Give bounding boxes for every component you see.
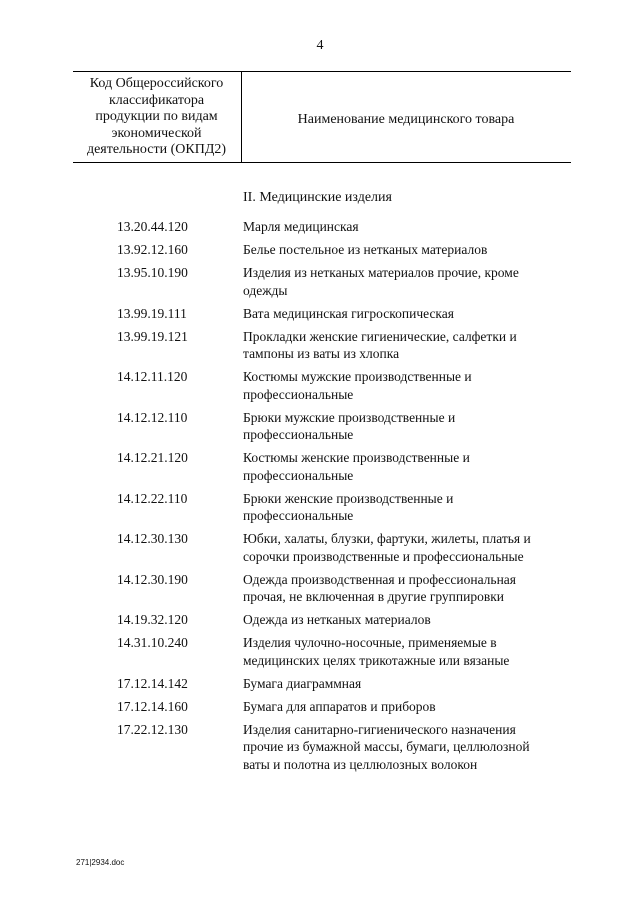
product-name: Бумага для аппаратов и приборов bbox=[243, 698, 436, 714]
table-row bbox=[0, 409, 640, 444]
okpd2-code: 13.99.19.111 bbox=[117, 305, 187, 321]
product-name: Брюки женские производственные и профессиональные bbox=[243, 490, 454, 523]
table-row bbox=[0, 698, 640, 716]
okpd2-code: 14.12.21.120 bbox=[117, 450, 188, 465]
okpd2-code: 17.22.12.130 bbox=[117, 721, 188, 737]
table-row bbox=[0, 241, 640, 259]
product-name: Брюки мужские производственные и профессиональные bbox=[243, 409, 456, 442]
table-header-bottom-border bbox=[73, 162, 571, 163]
okpd2-code: 17.12.14.160 bbox=[117, 698, 188, 714]
product-name: Одежда производственная и профессиональная прочая, не включенная в другие группировки bbox=[243, 571, 517, 604]
okpd2-code: 14.19.32.120 bbox=[117, 612, 188, 627]
product-name: Изделия санитарно-гигиенического назначения прочие из бумажной массы, бумаги, целлюлозной ваты и полотна из целлюлозных волокон bbox=[243, 721, 530, 772]
table-row bbox=[0, 634, 640, 669]
table-header-column-divider bbox=[241, 71, 242, 162]
okpd2-code: 13.20.44.120 bbox=[117, 219, 188, 234]
okpd2-code: 13.99.19.121 bbox=[117, 328, 188, 344]
product-name: Костюмы мужские производственные и профессиональные bbox=[243, 369, 472, 402]
table-row bbox=[0, 305, 640, 323]
document-footer-filename: 271|2934.doc bbox=[76, 858, 125, 867]
okpd2-code: 14.12.30.130 bbox=[117, 531, 188, 546]
product-name: Белье постельное из нетканых материалов bbox=[243, 242, 488, 257]
okpd2-code: 13.92.12.160 bbox=[117, 242, 188, 257]
table-row bbox=[0, 490, 640, 525]
table-row bbox=[0, 218, 640, 236]
column-header-product-name: Наименование медицинского товара bbox=[297, 112, 515, 127]
table-row bbox=[0, 530, 640, 565]
okpd2-code: 14.12.12.110 bbox=[117, 409, 188, 425]
okpd2-code: 14.31.10.240 bbox=[117, 635, 188, 650]
okpd2-code: 14.12.22.110 bbox=[117, 490, 188, 506]
product-name: Одежда из нетканых материалов bbox=[243, 612, 431, 627]
product-name: Костюмы женские производственные и профессиональные bbox=[243, 450, 470, 483]
product-name: Вата медицинская гигроскопическая bbox=[243, 305, 454, 321]
page-number: 4 bbox=[316, 38, 324, 53]
product-name: Марля медицинская bbox=[243, 219, 359, 234]
table-row bbox=[0, 449, 640, 484]
product-name: Юбки, халаты, блузки, фартуки, жилеты, платья и сорочки производственные и профессиональные bbox=[243, 531, 531, 564]
okpd2-code: 14.12.30.190 bbox=[117, 571, 188, 587]
okpd2-code: 14.12.11.120 bbox=[117, 369, 188, 384]
table-row bbox=[0, 571, 640, 606]
product-name: Изделия из нетканых материалов прочие, кроме одежды bbox=[243, 265, 519, 298]
product-name: Изделия чулочно-носочные, применяемые в медицинских целях трикотажные или вязаные bbox=[243, 635, 510, 668]
okpd2-code: 17.12.14.142 bbox=[117, 675, 188, 691]
column-header-okpd2-code: Код Общероссийского классификатора продукции по видам экономической деятельности (ОКПД2) bbox=[86, 76, 227, 157]
table-row bbox=[0, 264, 640, 299]
table-header-top-border bbox=[73, 71, 571, 72]
product-name: Бумага диаграммная bbox=[243, 675, 362, 691]
table-row bbox=[0, 675, 640, 693]
product-name: Прокладки женские гигиенические, салфетки и тампоны из ваты из хлопка bbox=[243, 328, 517, 361]
table-row bbox=[0, 368, 640, 403]
table-row bbox=[0, 721, 640, 774]
table-row bbox=[0, 328, 640, 363]
table-row bbox=[0, 611, 640, 629]
section-title: II. Медицинские изделия bbox=[243, 190, 392, 205]
product-list bbox=[0, 218, 640, 779]
okpd2-code: 13.95.10.190 bbox=[117, 265, 188, 280]
